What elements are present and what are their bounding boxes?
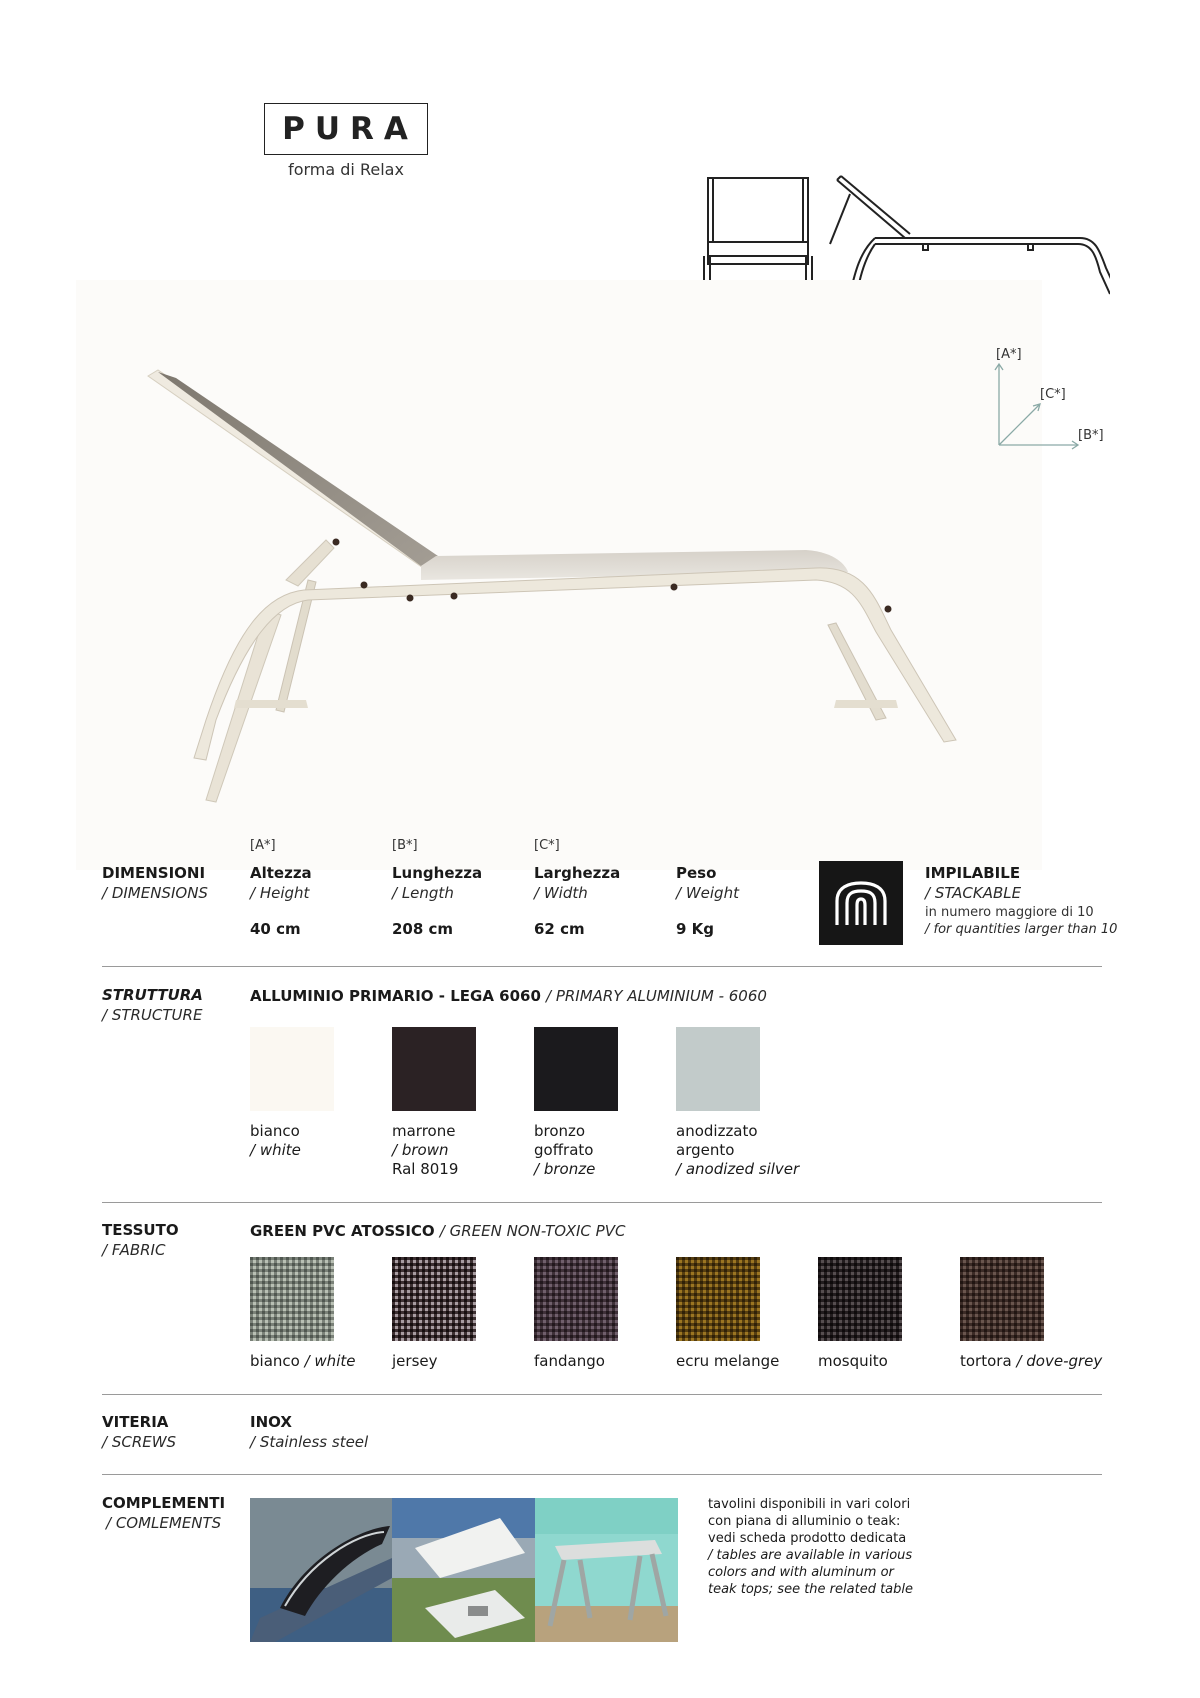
axis-c-label: [C*] [1040,387,1066,402]
complements-title-en: / COMLEMENTS [106,1514,222,1532]
sun-lounger-illustration [76,280,1042,870]
technical-drawings [700,172,1110,297]
fabric-label [960,1352,1102,1371]
color-label [392,1122,458,1179]
fabric-swatch [960,1257,1044,1341]
dim-label: Altezza [250,864,312,882]
divider [102,1394,1102,1395]
fabric-material [250,1221,625,1240]
color-name-en: / anodized silver [676,1160,800,1178]
color-name: anodizzato [676,1122,758,1140]
divider [102,966,1102,967]
fabric-label: jersey [392,1352,438,1370]
divider [102,1474,1102,1475]
color-name: bronzo [534,1122,586,1140]
stackable-title: IMPILABILE [925,864,1021,882]
dim-code: [C*] [534,838,560,853]
color-name: marrone [392,1122,456,1140]
color-name-en: / bronze [534,1160,596,1178]
fabric-swatch [392,1257,476,1341]
description-line: vedi scheda prodotto dedicata [708,1531,907,1546]
dimensions-title: DIMENSIONI [102,864,206,882]
screws-title-en: / SCREWS [102,1433,177,1451]
dim-label-en: / Length [392,884,454,902]
complements-title: COMPLEMENTI [102,1494,226,1512]
color-label [676,1122,799,1179]
description-line: tavolini disponibili in vari colori [708,1497,911,1512]
fabric-swatch [676,1257,760,1341]
brand-tagline: forma di Relax [288,160,404,179]
complements-description [708,1496,938,1598]
dim-value: 208 cm [392,920,454,938]
color-swatch [392,1027,476,1111]
structure-title: STRUTTURA [102,986,203,1004]
screws-material: INOX [250,1413,292,1431]
fabric-title-en: / FABRIC [102,1241,166,1259]
color-label [250,1122,301,1160]
fabric-label: ecru melange [676,1352,780,1370]
dim-value: 40 cm [250,920,301,938]
complement-tables-photos [250,1498,678,1642]
brand-name: PURA [282,111,418,147]
screws-title: VITERIA [102,1413,169,1431]
material-name-en: / PRIMARY ALUMINIUM - 6060 [546,987,767,1005]
axis-a-label: [A*] [996,347,1022,362]
stackable-note-en: / for quantities larger than 10 [925,922,1118,937]
brand-logo [264,103,428,155]
dim-code: [B*] [392,838,418,853]
structure-material [250,986,767,1005]
color-name-en: / brown [392,1141,449,1159]
fabric-name-en: / white [304,1352,356,1370]
stackable-title-en: / STACKABLE [925,884,1022,902]
dim-value: 62 cm [534,920,585,938]
fabric-swatch [534,1257,618,1341]
product-photo [76,280,1042,870]
stackable-note: in numero maggiore di 10 [925,905,1094,920]
color-name-en: / white [250,1141,301,1159]
color-swatch [250,1027,334,1111]
color-name-2: goffrato [534,1141,594,1159]
dim-value: 9 Kg [676,920,715,938]
color-name-2: argento [676,1141,735,1159]
fabric-material-name-en: / GREEN NON-TOXIC PVC [439,1222,626,1240]
description-line-en: colors and with aluminum or [708,1565,894,1580]
description-line-en: / tables are available in various [708,1548,913,1563]
dim-label: Larghezza [534,864,621,882]
complements-photos [250,1498,678,1642]
fabric-label [250,1352,355,1371]
dim-label: Lunghezza [392,864,483,882]
color-name: bianco [250,1122,300,1140]
divider [102,1202,1102,1203]
fabric-swatch [250,1257,334,1341]
dim-code: [A*] [250,838,276,853]
dim-label: Peso [676,864,717,882]
description-line-en: teak tops; see the related table [708,1582,914,1597]
color-swatch [676,1027,760,1111]
dim-label-en: / Height [250,884,310,902]
front-view-drawing [704,178,812,294]
structure-title-en: / STRUCTURE [102,1006,203,1024]
fabric-material-name: GREEN PVC ATOSSICO [250,1222,435,1240]
dim-label-en: / Weight [676,884,739,902]
fabric-name: tortora [960,1352,1012,1370]
screws-material-en: / Stainless steel [250,1433,369,1451]
material-name: ALLUMINIO PRIMARIO - LEGA 6060 [250,987,541,1005]
description-line: con piana di alluminio o teak: [708,1514,901,1529]
color-code: Ral 8019 [392,1160,459,1178]
color-label [534,1122,595,1179]
fabric-label: fandango [534,1352,605,1370]
dimensions-title-en: / DIMENSIONS [102,884,208,902]
fabric-name: bianco [250,1352,300,1370]
fabric-swatch [818,1257,902,1341]
side-view-drawing [830,176,1110,294]
fabric-title: TESSUTO [102,1221,179,1239]
dim-label-en: / Width [534,884,588,902]
axis-b-label: [B*] [1078,428,1104,443]
fabric-label: mosquito [818,1352,888,1370]
fabric-name-en: / dove-grey [1016,1352,1103,1370]
stackable-icon [819,861,903,945]
color-swatch [534,1027,618,1111]
